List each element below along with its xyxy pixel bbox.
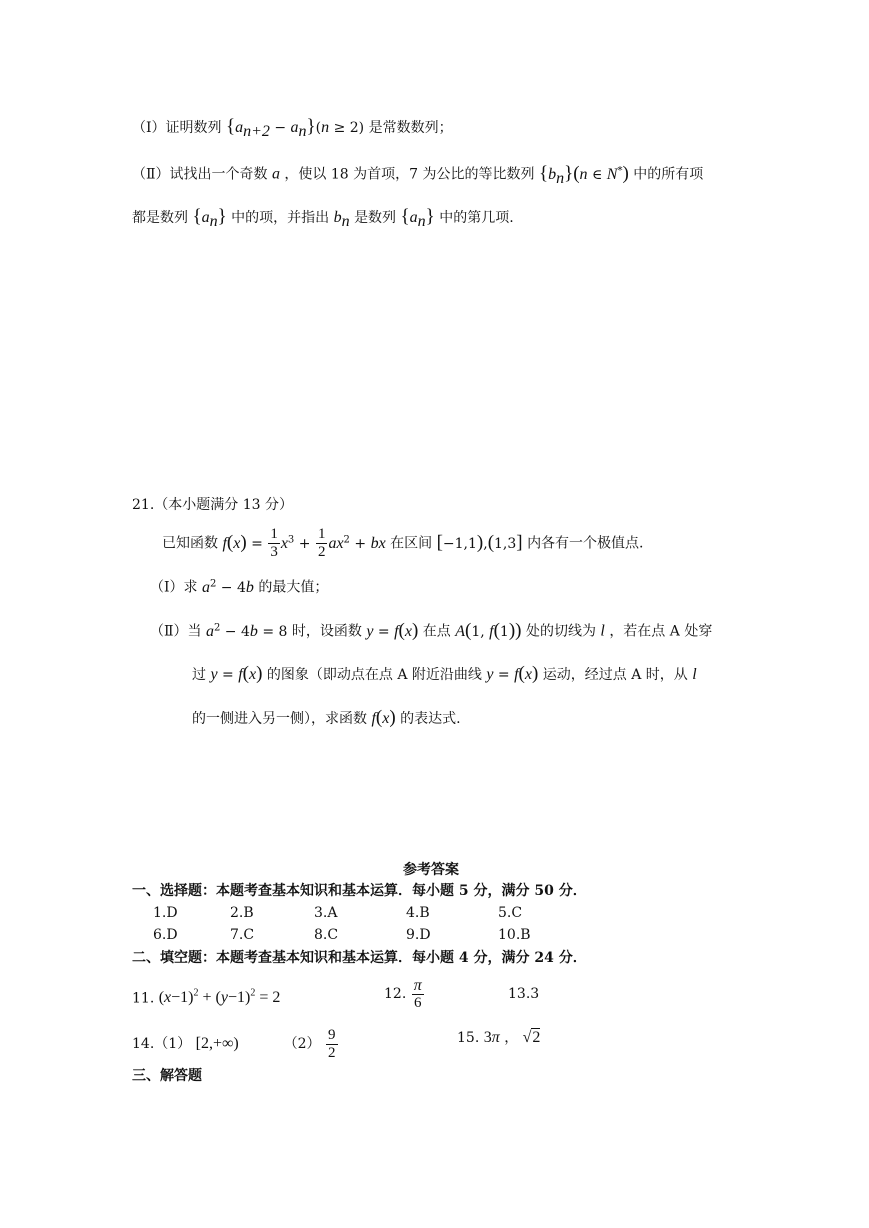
q21-stem-mid: 在区间 (390, 535, 433, 552)
answer-item: 2.B (230, 905, 254, 921)
answer-item: 5.C (498, 905, 523, 921)
answer-11 (132, 984, 280, 1008)
q21-stem-head: 已知函数 (162, 535, 218, 552)
q21-line2-l: l (692, 666, 697, 683)
answer-12-num: 12. (384, 986, 407, 1002)
q20-var-a: a (271, 165, 280, 183)
q21-line3-tail: 的表达式. (400, 711, 461, 727)
q21-line2-head: 过 (192, 667, 206, 683)
q21-part1-tail: 的最大值； (258, 579, 329, 596)
q21-var-l: l (600, 622, 605, 640)
answer-14-part2: （2） (283, 1036, 321, 1052)
q21-part2-line1 (150, 618, 712, 642)
q20-part2 (132, 161, 703, 188)
q20-part2b-tail: 中的第几项. (439, 210, 514, 226)
answers-title: 参考答案 (403, 862, 459, 878)
q21-part2-t4: ，若在点 A 处穿 (609, 623, 713, 640)
q21-line2-fx2: y = f(x) (486, 663, 539, 684)
q21-line2-fx: y = f(x) (210, 663, 263, 684)
q20-part2-line2 (132, 207, 514, 232)
q21-part2-t2: 在点 (422, 623, 451, 640)
q21-line3-fx: f(x) (371, 707, 396, 728)
q20-part1-set: $\{a_{n+2} - a_n\}(n \ge 2)$ (225, 116, 365, 140)
q21-part1-expr: $a^2 - 4b$ (201, 578, 254, 596)
answers-section1: 一、选择题：本题考查基本知识和基本运算．每小题 5 分，满分 50 分． (132, 883, 587, 899)
answer-14-num: 14.（1） (132, 1036, 192, 1052)
answer-item: 8.C (314, 927, 339, 943)
answer-13: 13.3 (508, 986, 540, 1002)
q20-part1-label: （Ⅰ）证明数列 (132, 120, 222, 136)
answer-item: 7.C (230, 927, 255, 943)
q21-part2-line3 (192, 708, 461, 729)
q21-stem-tail: 内各有一个极值点. (527, 535, 644, 552)
q21-part2-t3: 处的切线为 (525, 623, 596, 640)
q21-line2-t1: 的图象（即动点在点 A 附近沿曲线 (266, 667, 482, 683)
answers-section3: 三、解答题 (132, 1068, 202, 1084)
answer-12 (384, 974, 425, 1014)
q21-part2-t1: 时，设函数 (291, 623, 362, 640)
answer-15 (457, 1028, 540, 1048)
answer-item: 10.B (498, 927, 531, 943)
answer-item: 9.D (406, 927, 431, 943)
answer-12-expr: $\frac{\pi}{6}$ (413, 976, 422, 1011)
q20-part2-tail: 中的所有项 (633, 166, 704, 183)
answers-section2: 二、填空题：本题考查基本知识和基本运算．每小题 4 分，满分 24 分． (132, 950, 587, 966)
q20-part2b-set: $\{a_n\}$ (192, 206, 227, 230)
q21-stem (162, 526, 644, 561)
answer-item: 4.B (406, 905, 430, 921)
answer-15-sep: ， (504, 1030, 519, 1046)
q21-stem-func: f(x) = $\frac{1}{3}$ $x^3$ + $\frac{1}{2}$ $ax^2$ + bx (222, 526, 386, 560)
q20-part2b-mid2: 是数列 (354, 210, 397, 226)
q20-part2-label: （Ⅱ）试找出一个奇数 (132, 166, 268, 183)
q20-part2-mid: ，使以 18 为首项，7 为公比的等比数列 (284, 166, 535, 183)
q21-line3-head: 的一侧进入另一侧），求函数 (192, 711, 367, 727)
answer-15-num: 15. (457, 1030, 480, 1046)
answer-11-expr: $(x-1)^2 + (y-1)^2 = 2$ (158, 988, 281, 1007)
q21-part1 (150, 574, 328, 598)
q20-part2b-head: 都是数列 (132, 210, 188, 226)
answer-item: 3.A (314, 905, 338, 921)
answer-item: 1.D (153, 905, 178, 921)
answer-15-v2: √2 (522, 1029, 541, 1046)
q20-part1 (132, 117, 453, 142)
q20-part2b-mid: 中的项，并指出 (231, 210, 330, 226)
answer-14-v2: $\frac{9}{2}$ (328, 1026, 336, 1061)
q20-part2-set: $\{b_n\}(n$ ∈ N*) (538, 162, 629, 187)
q21-part2-line2 (192, 664, 697, 685)
answer-15-v1: 3π (483, 1029, 500, 1046)
q21-line2-t2: 运动，经过点 A 时，从 (542, 667, 688, 683)
q21-part2-label: （Ⅱ）当 (150, 623, 202, 640)
q20-part2b-set2: $\{a_n\}$ (400, 206, 435, 230)
q21-part2-fx: y = f(x) (366, 619, 419, 641)
q21-part2-point: A(1, f(1)) (455, 619, 522, 641)
q21-part1-label: （Ⅰ）求 (150, 579, 198, 596)
answer-14 (132, 1024, 339, 1064)
answer-14-v1: [2,+∞) (195, 1035, 239, 1052)
answer-item: 6.D (153, 927, 178, 943)
q20-part1-tail: 是常数数列； (368, 120, 453, 136)
q21-heading: 21.（本小题满分 13 分） (132, 497, 293, 513)
answer-11-num: 11. (132, 990, 155, 1007)
q20-part2b-bn: $b_n$ (333, 209, 350, 230)
q21-stem-interval: [−1,1),(1,3] (436, 531, 523, 553)
q21-part2-cond: $a^2 - 4b = 8$ (205, 622, 288, 640)
